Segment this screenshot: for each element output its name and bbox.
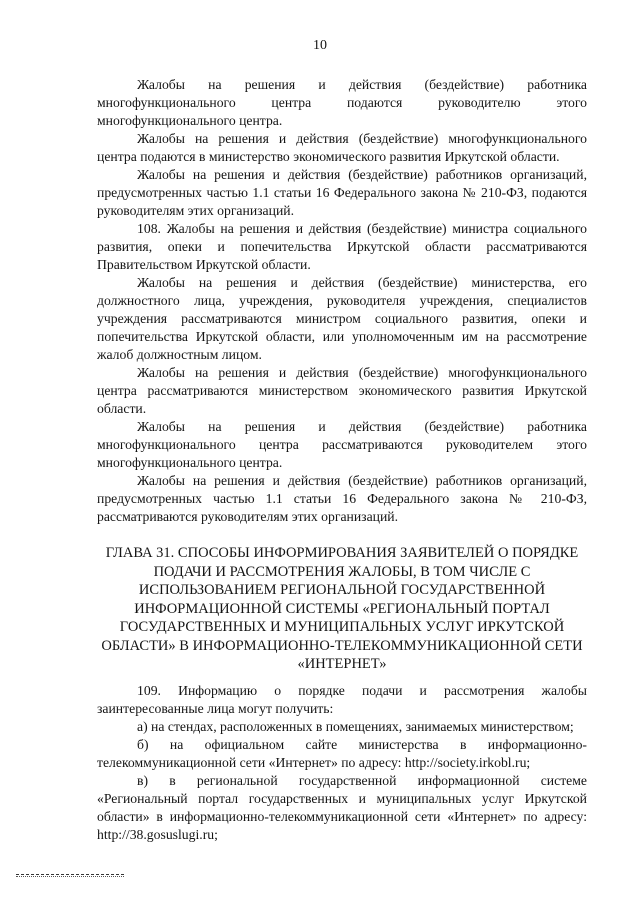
paragraph: Жалобы на решения и действия (бездействие) работника многофункционального центра подаются руководителю этого многофункционального центра. — [97, 77, 587, 128]
paragraph: Жалобы на решения и действия (бездействие) министерства, его должностного лица, учреждения, руководителя учреждения, специалистов учреждения рассматриваются министром социального развития, опеки и попечительства Иркутской области, или уполномоченным им на рассмотрение жалоб должностным лицом. — [97, 275, 587, 362]
page-number: 10 — [313, 38, 327, 53]
footnote-separator-shadow — [16, 876, 124, 877]
paragraph: Жалобы на решения и действия (бездействие) работников организаций, предусмотренных частью 1.1 статьи 16 Федерального закона № 210-ФЗ, рассматриваются руководителям этих организаций. — [97, 473, 587, 524]
paragraph: 109. Информацию о порядке подачи и рассмотрения жалобы заинтересованные лица могут получить: — [97, 683, 587, 716]
footnote-separator — [16, 874, 124, 875]
list-item: а) на стендах, расположенных в помещениях, занимаемых министерством; — [137, 719, 574, 734]
paragraph: Жалобы на решения и действия (бездействие) многофункционального центра подаются в министерство экономического развития Иркутской области. — [97, 131, 587, 164]
chapter-heading: ГЛАВА 31. СПОСОБЫ ИНФОРМИРОВАНИЯ ЗАЯВИТЕЛЕЙ О ПОРЯДКЕ ПОДАЧИ И РАССМОТРЕНИЯ ЖАЛОБЫ, В ТОМ ЧИСЛЕ С ИСПОЛЬЗОВАНИЕМ РЕГИОНАЛЬНОЙ ГОСУДАРСТВЕННОЙ ИНФОРМАЦИОННОЙ СИСТЕМЫ «РЕГИОНАЛЬНЫЙ ПОРТАЛ ГОСУДАРСТВЕННЫХ И МУНИЦИПАЛЬНЫХ УСЛУГ ИРКУТСКОЙ ОБЛАСТИ» В ИНФОРМАЦИОННО-ТЕЛЕКОММУНИКАЦИОННОЙ СЕТИ «ИНТЕРНЕТ» — [101, 545, 583, 672]
list-item: б) на официальном сайте министерства в информационно-телекоммуникационной сети «Интернет» по адресу: http://society.irkobl.ru; — [97, 737, 587, 770]
paragraph: Жалобы на решения и действия (бездействие) работников организаций, предусмотренных частью 1.1 статьи 16 Федерального закона № 210-ФЗ, подаются руководителям этих организаций. — [97, 167, 587, 218]
paragraph: 108. Жалобы на решения и действия (бездействие) министра социального развития, опеки и попечительства Иркутской области рассматриваются Правительством Иркутской области. — [97, 221, 587, 272]
document-body — [97, 76, 587, 526]
document-body-lower — [97, 682, 587, 844]
paragraph: Жалобы на решения и действия (бездействие) многофункционального центра рассматриваются министерством экономического развития Иркутской области. — [97, 365, 587, 416]
paragraph: Жалобы на решения и действия (бездействие) работника многофункционального центра рассматриваются руководителем этого многофункционального центра. — [97, 419, 587, 470]
list-item: в) в региональной государственной информационной системе «Региональный портал государственных и муниципальных услуг Иркутской области» в информационно-телекоммуникационной сети «Интернет» по адресу: http://38.gosuslugi.ru; — [97, 773, 587, 842]
